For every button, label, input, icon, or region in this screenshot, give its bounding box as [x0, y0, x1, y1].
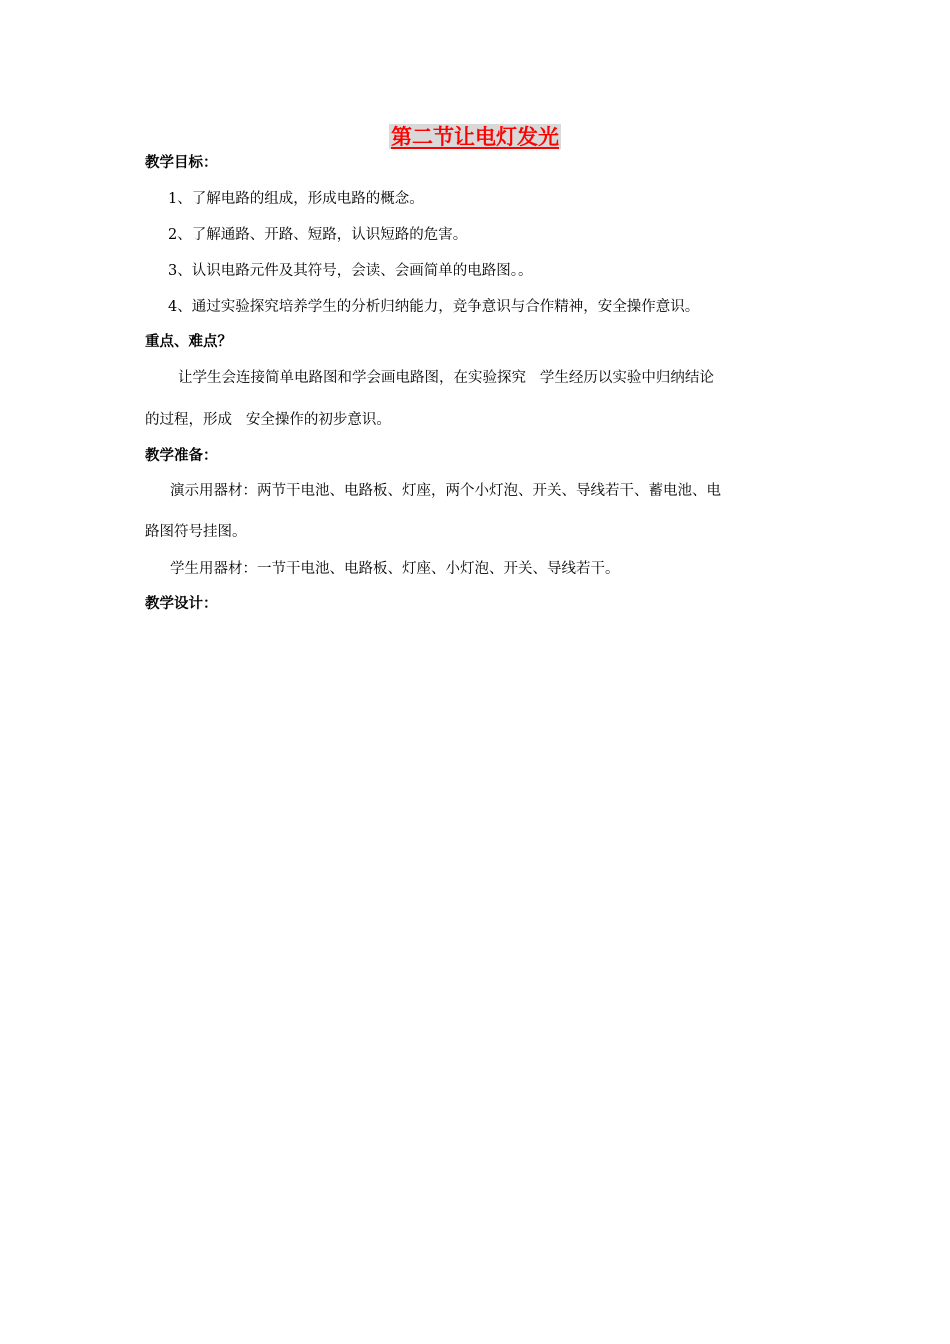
- objective-item-2: 2、了解通路、开路、短路，认识短路的危害。: [168, 227, 468, 243]
- demo-equipment-line-2: 路图符号挂图。: [145, 524, 247, 540]
- page-title-text: 第二节让电灯发光: [391, 124, 559, 149]
- design-heading: 教学设计：: [145, 595, 218, 612]
- objectives-heading: 教学目标：: [145, 154, 218, 171]
- page-title: [0, 123, 950, 151]
- objective-item-4: 4、通过实验探究培养学生的分析归纳能力，竞争意识与合作精神，安全操作意识。: [168, 299, 700, 315]
- objective-item-1: 1、了解电路的组成，形成电路的概念。: [168, 191, 424, 207]
- key-points-line-1: 让学生会连接简单电路图和学会画电路图，在实验探究 学生经历以实验中归纳结论: [178, 370, 714, 386]
- demo-equipment-line-1: 演示用器材：两节干电池、电路板、灯座，两个小灯泡、开关、导线若干、蓄电池、电: [170, 483, 721, 499]
- objective-item-3: 3、认识电路元件及其符号，会读、会画简单的电路图。。: [168, 263, 533, 279]
- student-equipment-line: 学生用器材：一节干电池、电路板、灯座、小灯泡、开关、导线若干。: [170, 561, 620, 577]
- preparation-heading: 教学准备：: [145, 447, 218, 464]
- key-points-heading: 重点、难点？: [145, 333, 232, 350]
- key-points-line-2: 的过程，形成 安全操作的初步意识。: [145, 412, 391, 428]
